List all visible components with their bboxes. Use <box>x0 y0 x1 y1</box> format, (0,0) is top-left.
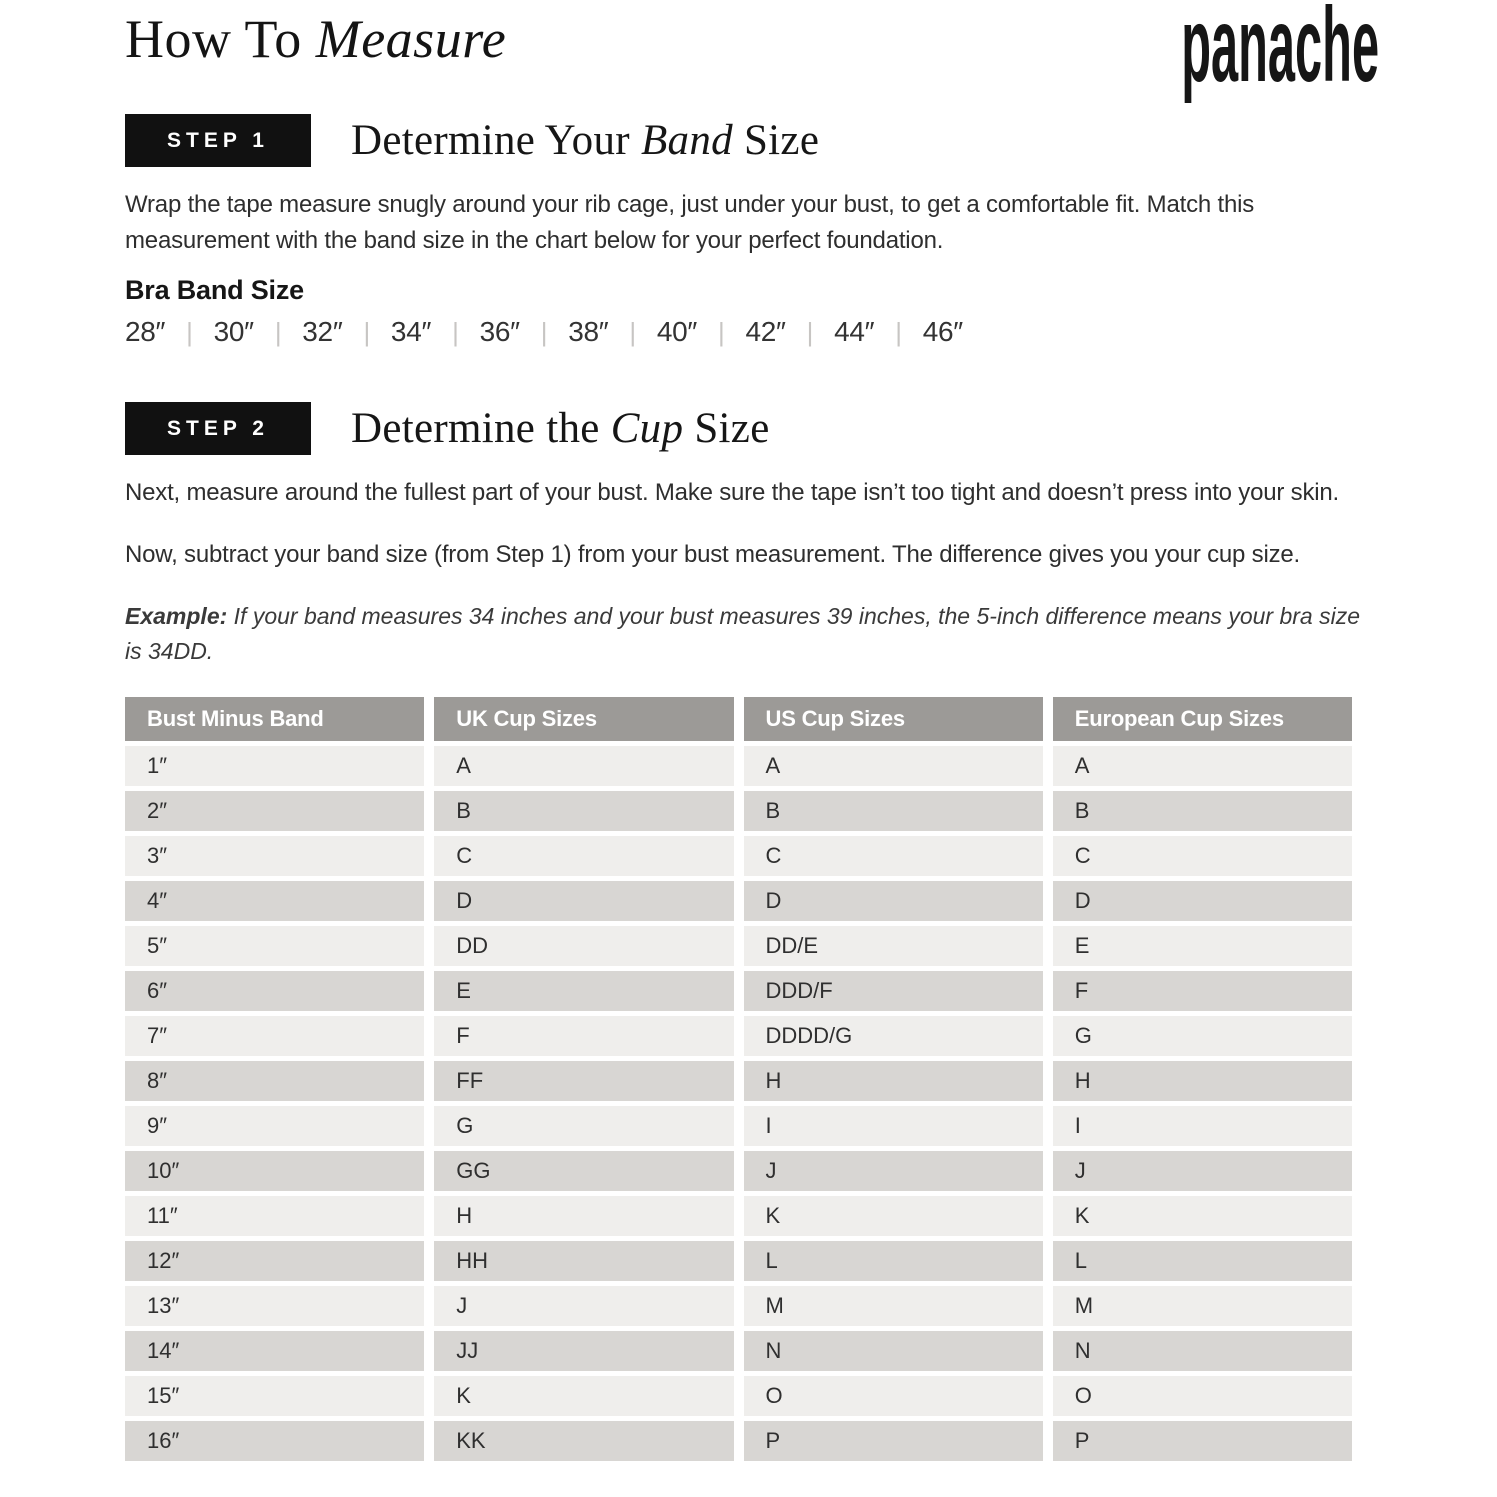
band-size-separator: | <box>363 316 370 347</box>
table-cell: 12″ <box>125 1241 424 1281</box>
band-size-separator: | <box>718 316 725 347</box>
table-cell: O <box>744 1376 1043 1416</box>
table-cell: B <box>434 791 733 831</box>
table-cell: L <box>744 1241 1043 1281</box>
table-cell: F <box>434 1016 733 1056</box>
table-cell: M <box>1053 1286 1352 1326</box>
table-cell: C <box>434 836 733 876</box>
table-cell: A <box>1053 746 1352 786</box>
table-header-cell: US Cup Sizes <box>744 697 1043 741</box>
band-size-value: 32″ <box>302 316 343 348</box>
band-size-list <box>125 316 1375 348</box>
table-cell: 16″ <box>125 1421 424 1461</box>
table-cell: H <box>1053 1061 1352 1101</box>
table-cell: A <box>434 746 733 786</box>
table-cell: I <box>1053 1106 1352 1146</box>
band-size-value: 40″ <box>656 316 698 348</box>
table-cell: DD <box>434 926 733 966</box>
table-cell: 6″ <box>125 971 424 1011</box>
step2-body-text-2: Now, subtract your band size (from Step 1) from your bust measurement. The difference gives you your cup size. <box>125 541 1301 569</box>
bra-band-size-label: Bra Band Size <box>125 275 304 306</box>
band-size-value: 30″ <box>213 316 254 348</box>
table-cell: N <box>1053 1331 1352 1371</box>
panache-logo: panache <box>1181 0 1379 104</box>
table-cell: DDD/F <box>744 971 1043 1011</box>
table-cell: P <box>744 1421 1043 1461</box>
step1-badge: STEP 1 <box>125 114 311 167</box>
table-cell: B <box>744 791 1043 831</box>
step2-badge: STEP 2 <box>125 402 311 455</box>
table-cell: A <box>744 746 1043 786</box>
band-size-separator: | <box>274 316 282 347</box>
band-size-separator: | <box>540 316 548 347</box>
page-title-regular: How To <box>125 9 316 69</box>
table-cell: 3″ <box>125 836 424 876</box>
table-cell: P <box>1053 1421 1352 1461</box>
cup-size-table <box>125 697 1352 1461</box>
band-size-separator: | <box>895 316 902 347</box>
band-size-value: 36″ <box>479 316 520 348</box>
table-cell: F <box>1053 971 1352 1011</box>
table-cell: JJ <box>434 1331 733 1371</box>
table-cell: DDDD/G <box>744 1016 1043 1056</box>
table-cell: 10″ <box>125 1151 424 1191</box>
step2-heading-post: Size <box>683 405 770 453</box>
table-cell: KK <box>434 1421 733 1461</box>
band-size-value: 38″ <box>568 316 609 348</box>
table-cell: 4″ <box>125 881 424 921</box>
band-size-separator: | <box>452 316 459 347</box>
step1-heading-row <box>125 114 1375 167</box>
table-cell: 2″ <box>125 791 424 831</box>
table-cell: 8″ <box>125 1061 424 1101</box>
table-cell: 13″ <box>125 1286 424 1326</box>
table-cell: GG <box>434 1151 733 1191</box>
table-cell: J <box>744 1151 1043 1191</box>
step1-heading-italic: Band <box>640 117 733 165</box>
example-body: If your band measures 34 inches and your bust measures 39 inches, the 5-inch difference means your bra size is 34DD. <box>125 603 1360 665</box>
table-cell: D <box>1053 881 1352 921</box>
table-cell: K <box>744 1196 1043 1236</box>
band-size-value: 28″ <box>125 316 166 348</box>
table-cell: L <box>1053 1241 1352 1281</box>
table-cell: 9″ <box>125 1106 424 1146</box>
table-cell: G <box>434 1106 733 1146</box>
table-cell: 15″ <box>125 1376 424 1416</box>
table-cell: E <box>434 971 733 1011</box>
table-cell: O <box>1053 1376 1352 1416</box>
table-cell: C <box>744 836 1043 876</box>
example-label: Example: <box>125 603 228 630</box>
table-header-cell: Bust Minus Band <box>125 697 424 741</box>
table-cell: N <box>744 1331 1043 1371</box>
table-cell: G <box>1053 1016 1352 1056</box>
table-cell: B <box>1053 791 1352 831</box>
table-cell: C <box>1053 836 1352 876</box>
step1-heading-pre: Determine Your <box>351 117 641 165</box>
table-cell: HH <box>434 1241 733 1281</box>
table-cell: D <box>434 881 733 921</box>
step1-heading-post: Size <box>732 117 820 165</box>
step1-body-text: Wrap the tape measure snugly around your rib cage, just under your bust, to get a comfortable fit. Match this measurement with the band size in the chart below for your perfect foundation. <box>125 191 1255 255</box>
table-header-cell: European Cup Sizes <box>1053 697 1352 741</box>
table-cell: 14″ <box>125 1331 424 1371</box>
table-cell: J <box>434 1286 733 1326</box>
band-size-separator: | <box>186 316 193 347</box>
table-cell: M <box>744 1286 1043 1326</box>
table-cell: 1″ <box>125 746 424 786</box>
table-cell: D <box>744 881 1043 921</box>
table-cell: DD/E <box>744 926 1043 966</box>
step2-heading-italic: Cup <box>610 405 684 453</box>
example-text <box>125 599 1375 669</box>
band-size-value: 34″ <box>390 316 432 348</box>
band-size-separator: | <box>806 316 814 347</box>
table-cell: E <box>1053 926 1352 966</box>
table-cell: K <box>1053 1196 1352 1236</box>
table-cell: FF <box>434 1061 733 1101</box>
table-cell: J <box>1053 1151 1352 1191</box>
table-cell: I <box>744 1106 1043 1146</box>
page-title-italic: Measure <box>315 9 507 69</box>
band-size-value: 44″ <box>834 316 875 348</box>
table-header-cell: UK Cup Sizes <box>434 697 733 741</box>
step2-heading-pre: Determine the <box>351 405 611 453</box>
step2-body-text-1: Next, measure around the fullest part of your bust. Make sure the tape isn’t too tight and doesn’t press into your skin. <box>125 479 1340 507</box>
table-cell: H <box>434 1196 733 1236</box>
step1-heading <box>351 116 819 165</box>
band-size-value: 46″ <box>922 316 963 348</box>
step2-heading <box>351 404 770 453</box>
step2-heading-row <box>125 402 1375 455</box>
table-cell: 11″ <box>125 1196 424 1236</box>
band-size-separator: | <box>629 316 636 347</box>
table-cell: H <box>744 1061 1043 1101</box>
band-size-value: 42″ <box>745 316 786 348</box>
table-cell: 5″ <box>125 926 424 966</box>
table-cell: 7″ <box>125 1016 424 1056</box>
table-cell: K <box>434 1376 733 1416</box>
